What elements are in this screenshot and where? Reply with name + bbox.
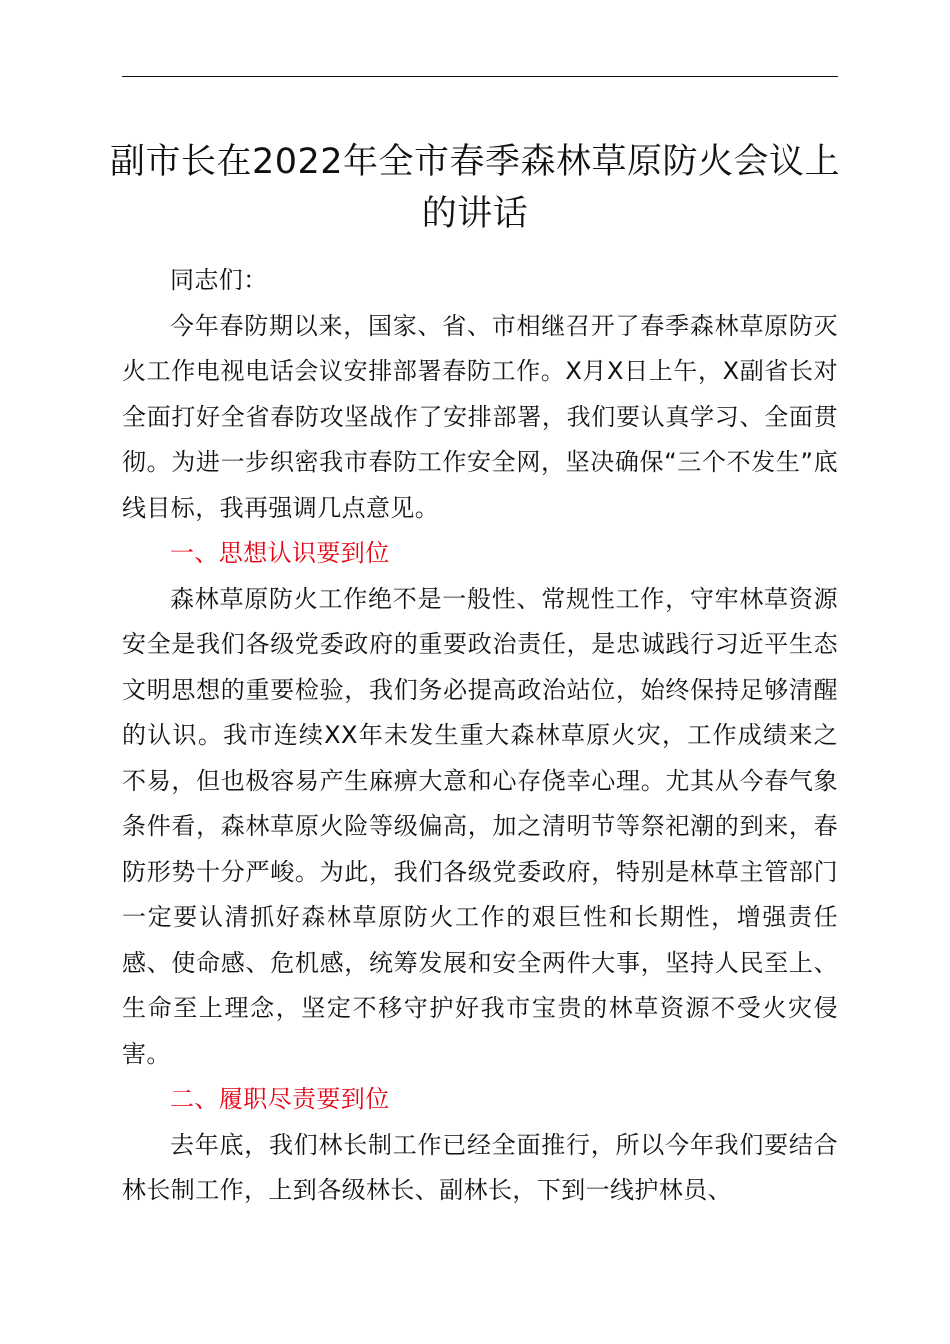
section-heading-1: 一、思想认识要到位 bbox=[170, 539, 390, 567]
paragraph-section-2: 去年底，我们林长制工作已经全面推行，所以今年我们要结合林长制工作，上到各级林长、副林长，下到一线护林员、 bbox=[122, 1130, 838, 1204]
document-body bbox=[122, 258, 838, 1214]
section-heading-2: 二、履职尽责要到位 bbox=[170, 1085, 390, 1113]
header-rule bbox=[122, 76, 838, 77]
paragraph-intro: 今年春防期以来，国家、省、市相继召开了春季森林草原防灭火工作电视电话会议安排部署春防工作。X月X日上午，X副省长对全面打好全省春防攻坚战作了安排部署，我们要认真学习、全面贯彻。为进一步织密我市春防工作安全网，坚决确保“三个不发生”底线目标，我再强调几点意见。 bbox=[122, 311, 838, 522]
paragraph-section-1: 森林草原防火工作绝不是一般性、常规性工作，守牢林草资源安全是我们各级党委政府的重要政治责任，是忠诚践行习近平生态文明思想的重要检验，我们务必提高政治站位，始终保持足够清醒的认识。我市连续XX年未发生重大森林草原火灾，工作成绩来之不易，但也极容易产生麻痹大意和心存侥幸心理。尤其从今春气象条件看，森林草原火险等级偏高，加之清明节等祭祀潮的到来，春防形势十分严峻。为此，我们各级党委政府，特别是林草主管部门一定要认清抓好森林草原防火工作的艰巨性和长期性，增强责任感、使命感、危机感，统筹发展和安全两件大事，坚持人民至上、生命至上理念，坚定不移守护好我市宝贵的林草资源不受火灾侵害。 bbox=[122, 584, 838, 1068]
salutation: 同志们： bbox=[170, 266, 268, 294]
document-title: 副市长在2022年全市春季森林草原防火会议上的讲话 bbox=[109, 142, 841, 234]
